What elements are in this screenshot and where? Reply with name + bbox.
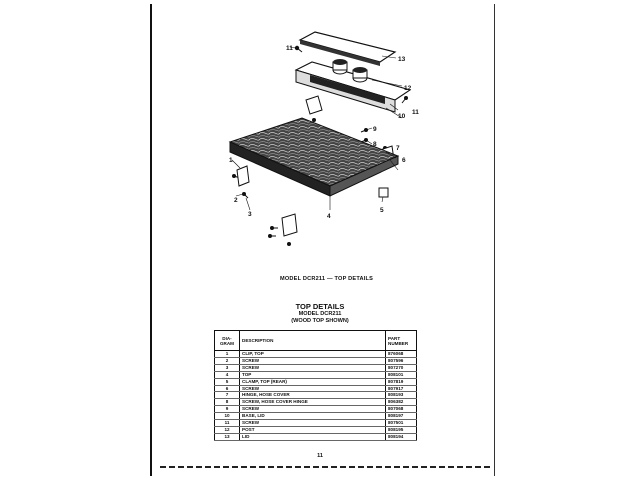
parts-table-header [215,331,417,351]
callout-7: 7 [396,145,400,152]
row-part-number: 807819 [386,378,417,385]
header-diagram: DIA- GRAM [215,331,240,351]
table-row [215,357,417,364]
row-description: CLIP, TOP [240,351,386,358]
callout-6: 6 [402,157,406,164]
row-part-number: 807596 [386,357,417,364]
callout-11-top: 11 [286,45,293,52]
row-part-number: 807501 [386,420,417,427]
row-diagram: 6 [215,385,240,392]
header-part-number: PART NUMBER [386,331,417,351]
table-row [215,406,417,413]
callout-11-right: 11 [412,109,419,116]
row-diagram: 7 [215,392,240,399]
row-part-number: 807068 [386,406,417,413]
row-diagram: 5 [215,378,240,385]
callout-1: 1 [229,157,233,164]
row-part-number: 807270 [386,364,417,371]
row-description: POST [240,426,386,433]
row-diagram: 2 [215,357,240,364]
table-row [215,399,417,406]
parts-table [214,330,417,441]
table-title: TOP DETAILS [295,302,345,311]
callout-12: 12 [404,85,412,92]
row-description: SCREW [240,420,386,427]
row-diagram: 1 [215,351,240,358]
table-row [215,426,417,433]
row-part-number: 807917 [386,385,417,392]
row-description: SCREW [240,385,386,392]
row-description: HINGE, HOSE COVER [240,392,386,399]
row-diagram: 3 [215,364,240,371]
callout-4: 4 [327,213,331,220]
row-part-number: 808193 [386,392,417,399]
row-part-number: 808101 [386,371,417,378]
row-diagram: 11 [215,420,240,427]
page-number: 11 [317,453,323,459]
row-part-number: 808197 [386,413,417,420]
diagram-caption: MODEL DCR211 — TOP DETAILS [280,276,374,282]
row-diagram: 13 [215,433,240,440]
lid-part [300,32,395,66]
header-description: DESCRIPTION [240,331,386,351]
row-diagram: 4 [215,371,240,378]
table-model: MODEL DCR211 [298,311,342,317]
callout-9: 9 [373,126,377,133]
row-diagram: 8 [215,399,240,406]
row-diagram: 9 [215,406,240,413]
table-row [215,385,417,392]
callout-10: 10 [398,113,406,120]
table-row [215,364,417,371]
callout-2: 2 [234,197,238,204]
table-row [215,392,417,399]
row-diagram: 10 [215,413,240,420]
callout-3: 3 [248,211,252,218]
callout-5: 5 [380,207,384,214]
table-row [215,420,417,427]
row-description: SCREW, HOSE COVER HINGE [240,399,386,406]
row-description: TOP [240,371,386,378]
row-description: SCREW [240,357,386,364]
row-description: SCREW [240,364,386,371]
row-description: LID [240,433,386,440]
table-row [215,351,417,358]
page-bottom-edge [160,466,490,468]
row-part-number: 806382 [386,399,417,406]
table-row [215,371,417,378]
row-part-number: 808195 [386,426,417,433]
row-part-number: 808194 [386,433,417,440]
table-row [215,433,417,440]
table-row [215,378,417,385]
table-note: (WOOD TOP SHOWN) [291,318,349,324]
row-description: CLAMP, TOP (REAR) [240,378,386,385]
row-description: BASE, LID [240,413,386,420]
row-diagram: 12 [215,426,240,433]
table-row [215,413,417,420]
row-description: SCREW [240,406,386,413]
callout-8: 8 [373,141,377,148]
row-part-number: 876068 [386,351,417,358]
callout-13: 13 [398,56,406,63]
